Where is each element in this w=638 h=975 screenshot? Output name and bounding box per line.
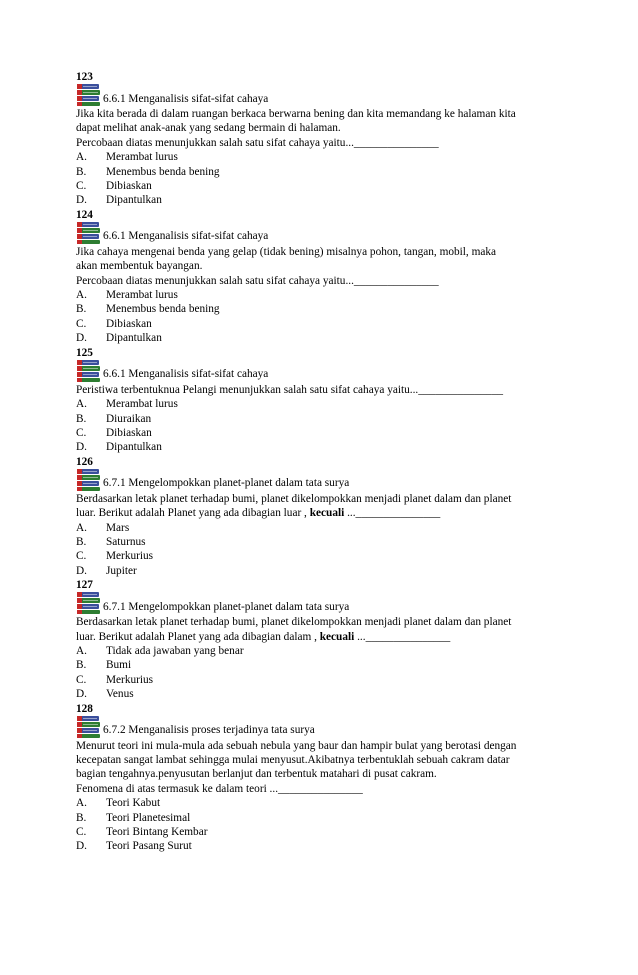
emphasis-kecuali: kecuali xyxy=(319,630,355,643)
option-letter: A. xyxy=(76,644,87,657)
option-letter: B. xyxy=(76,412,87,425)
answer-option xyxy=(76,179,576,193)
option-text: Mars xyxy=(106,521,130,534)
question-text-line: Percobaan diatas menunjukkan salah satu sifat cahaya yaitu..._______________ xyxy=(76,274,439,287)
option-letter: C. xyxy=(76,673,87,686)
answer-blank: ..._______________ xyxy=(344,507,441,520)
competency-label: 6.7.1 Mengelompokkan planet-planet dalam tata surya xyxy=(103,477,350,490)
option-text: Dibiaskan xyxy=(106,180,152,193)
option-letter: C. xyxy=(76,426,87,439)
question-text-line xyxy=(76,506,576,520)
option-letter: D. xyxy=(76,194,87,207)
option-text: Venus xyxy=(106,688,134,701)
question-number: 125 xyxy=(76,346,93,359)
question-number: 126 xyxy=(76,455,93,468)
question-block xyxy=(76,702,576,854)
option-text: Dibiaskan xyxy=(106,317,152,330)
option-text: Jupiter xyxy=(106,564,137,577)
option-letter: A. xyxy=(76,398,87,411)
question-text-line: Percobaan diatas menunjukkan salah satu sifat cahaya yaitu..._______________ xyxy=(76,136,439,149)
question-text-line: Berdasarkan letak planet terhadap bumi, planet dikelompokkan menjadi planet dalam dan planet xyxy=(76,492,512,505)
option-letter: C. xyxy=(76,826,87,839)
option-text: Saturnus xyxy=(106,535,146,548)
option-letter: D. xyxy=(76,332,87,345)
competency-label: 6.7.2 Menganalisis proses terjadinya tata surya xyxy=(103,724,315,737)
answer-option xyxy=(76,644,576,658)
question-block xyxy=(76,346,576,455)
option-text: Dipantulkan xyxy=(106,332,162,345)
option-text: Merkurius xyxy=(106,673,154,686)
emphasis-kecuali: kecuali xyxy=(309,507,345,520)
option-letter: C. xyxy=(76,180,87,193)
option-letter: B. xyxy=(76,303,87,316)
answer-option xyxy=(76,150,576,164)
answer-blank: ..._______________ xyxy=(354,630,451,643)
option-letter: B. xyxy=(76,165,87,178)
answer-option xyxy=(76,288,576,302)
answer-option xyxy=(76,331,576,345)
answer-option xyxy=(76,317,576,331)
question-text-line: Menurut teori ini mula-mula ada sebuah nebula yang baur dan hampir bulat yang berotasi dengan xyxy=(76,739,517,752)
question-number: 127 xyxy=(76,579,93,592)
document-page xyxy=(76,70,576,854)
option-letter: B. xyxy=(76,659,87,672)
answer-option xyxy=(76,687,576,701)
option-text: Bumi xyxy=(106,659,132,672)
answer-option xyxy=(76,564,576,578)
option-text: Merambat lurus xyxy=(106,289,178,302)
question-block xyxy=(76,455,576,578)
option-letter: A. xyxy=(76,797,87,810)
option-text: Menembus benda bening xyxy=(106,303,220,316)
answer-option xyxy=(76,658,576,672)
competency-label: 6.6.1 Menganalisis sifat-sifat cahaya xyxy=(103,368,269,381)
option-text: Teori Bintang Kembar xyxy=(106,826,208,839)
option-text: Dipantulkan xyxy=(106,194,162,207)
option-text: Merkurius xyxy=(106,550,154,563)
competency-label: 6.6.1 Menganalisis sifat-sifat cahaya xyxy=(103,92,269,105)
option-letter: A. xyxy=(76,521,87,534)
competency-row xyxy=(76,593,576,615)
question-text-line: Jika kita berada di dalam ruangan berkaca berwarna bening dan kita memandang ke halaman kita xyxy=(76,108,516,120)
option-letter: B. xyxy=(76,811,87,824)
option-letter: D. xyxy=(76,688,87,701)
answer-option xyxy=(76,193,576,207)
question-text-line: bagian tengahnya.penyusutan berlanjut dan terbentuk matahari di pusat cakram. xyxy=(76,768,437,781)
question-block xyxy=(76,70,576,208)
question-text-segment: luar. Berikut adalah Planet yang ada dibagian luar , xyxy=(76,507,310,520)
question-block xyxy=(76,578,576,701)
question-text-line: Peristiwa terbentuknua Pelangi menunjukkan salah satu sifat cahaya yaitu..._______________ xyxy=(76,383,503,396)
option-text: Tidak ada jawaban yang benar xyxy=(106,644,244,657)
answer-option xyxy=(76,549,576,563)
question-text-line: akan membentuk bayangan. xyxy=(76,260,203,273)
option-text: Merambat lurus xyxy=(106,151,178,164)
option-letter: A. xyxy=(76,289,87,302)
question-text-line: Jika cahaya mengenai benda yang gelap (tidak bening) misalnya pohon, tangan, mobil, maka xyxy=(76,245,497,258)
answer-option xyxy=(76,535,576,549)
competency-row xyxy=(76,717,576,739)
option-letter: B. xyxy=(76,535,87,548)
answer-option xyxy=(76,521,576,535)
answer-option xyxy=(76,825,576,839)
answer-option xyxy=(76,440,576,454)
competency-row xyxy=(76,361,576,383)
option-letter: D. xyxy=(76,840,87,853)
question-text-segment: luar. Berikut adalah Planet yang ada dibagian dalam , xyxy=(76,630,320,643)
question-text-line: kecepatan sangat lambat sehingga mulai menyusut.Akibatnya terbentuklah sebuah cakram datar xyxy=(76,754,510,766)
answer-option xyxy=(76,811,576,825)
option-text: Diuraikan xyxy=(106,412,152,425)
answer-option xyxy=(76,673,576,687)
question-text-line: Berdasarkan letak planet terhadap bumi, planet dikelompokkan menjadi planet dalam dan planet xyxy=(76,616,512,629)
question-text-line: dapat melihat anak-anak yang sedang bermain di halaman. xyxy=(76,122,341,135)
question-number: 128 xyxy=(76,702,93,715)
question-text-line: Fenomena di atas termasuk ke dalam teori ..._______________ xyxy=(76,782,363,795)
question-number: 124 xyxy=(76,208,93,221)
competency-row xyxy=(76,470,576,492)
answer-option xyxy=(76,302,576,316)
answer-option xyxy=(76,412,576,426)
option-text: Teori Pasang Surut xyxy=(106,840,192,853)
answer-option xyxy=(76,165,576,179)
option-letter: D. xyxy=(76,441,87,454)
option-text: Dibiaskan xyxy=(106,426,152,439)
option-letter: D. xyxy=(76,564,87,577)
option-letter: C. xyxy=(76,317,87,330)
question-block xyxy=(76,208,576,346)
question-number: 123 xyxy=(76,71,93,83)
answer-option xyxy=(76,796,576,810)
competency-label: 6.6.1 Menganalisis sifat-sifat cahaya xyxy=(103,230,269,243)
option-text: Dipantulkan xyxy=(106,441,162,454)
answer-option xyxy=(76,839,576,853)
option-text: Menembus benda bening xyxy=(106,165,220,178)
answer-option xyxy=(76,397,576,411)
option-letter: C. xyxy=(76,550,87,563)
question-text-line xyxy=(76,630,576,644)
competency-row xyxy=(76,223,576,245)
competency-label: 6.7.1 Mengelompokkan planet-planet dalam tata surya xyxy=(103,600,350,613)
option-text: Teori Kabut xyxy=(106,797,161,810)
option-text: Teori Planetesimal xyxy=(106,811,191,824)
option-letter: A. xyxy=(76,151,87,164)
competency-row xyxy=(76,85,576,107)
answer-option xyxy=(76,426,576,440)
option-text: Merambat lurus xyxy=(106,398,178,411)
